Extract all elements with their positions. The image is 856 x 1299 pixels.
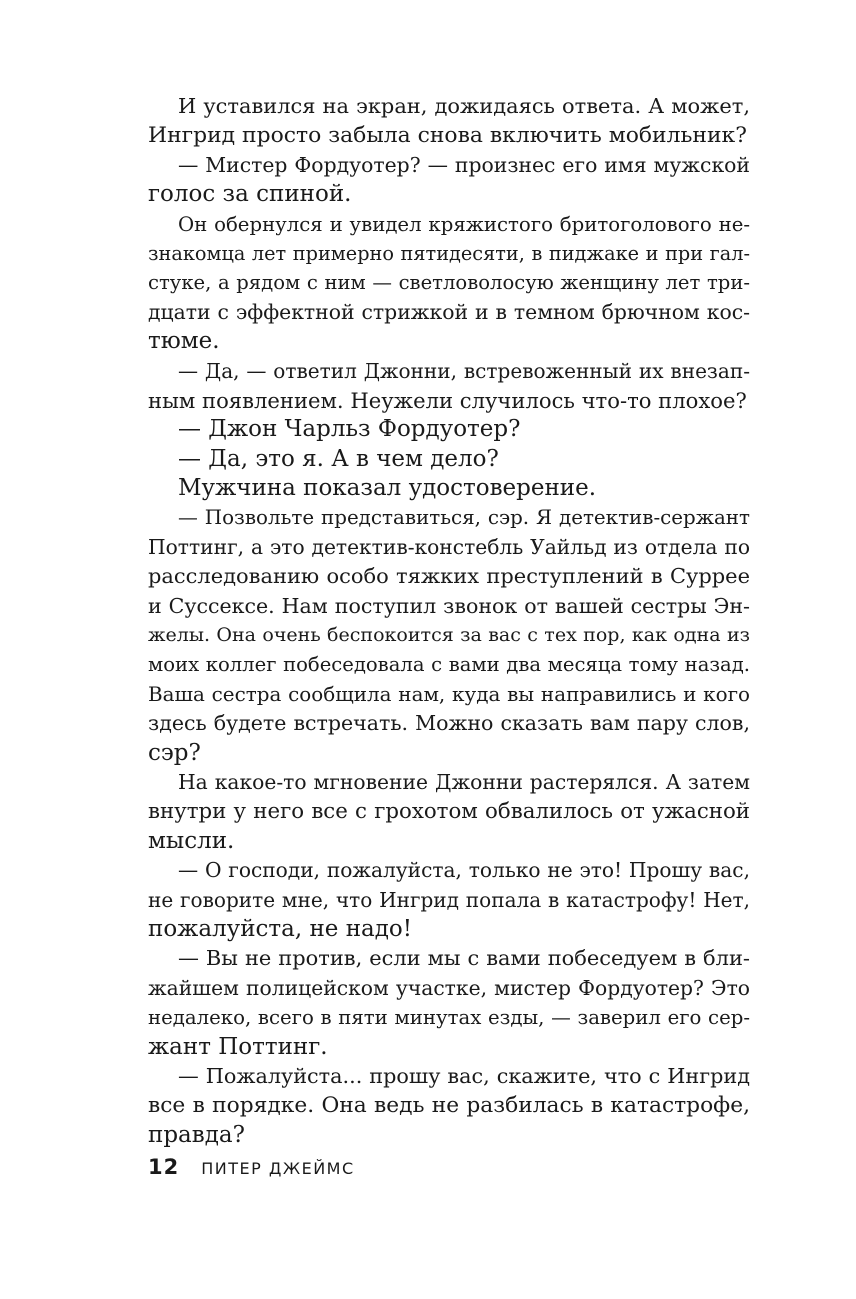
text-line: правда? xyxy=(148,1121,245,1148)
text-line: внутри у него все с грохотом обвалилось от ужасной xyxy=(148,799,750,825)
text-line: дцати с эффектной стрижкой и в темном брючном кос- xyxy=(148,299,750,324)
text-line: пожалуйста, не надо! xyxy=(148,915,413,942)
text-line: жант Поттинг. xyxy=(148,1033,328,1060)
text-line: — Вы не против, если мы с вами побеседуем в бли- xyxy=(178,946,750,971)
text-line: ным появлением. Неужели случилось что-то плохое? xyxy=(148,387,747,413)
text-line: И уставился на экран, дожидаясь ответа. А может, xyxy=(178,94,750,118)
page-number: 12 xyxy=(148,1155,180,1179)
text-line: Ингрид просто забыла снова включить мобильник? xyxy=(148,123,747,149)
text-line: — Позвольте представиться, сэр. Я детектив-сержант xyxy=(178,506,750,530)
text-line: все в порядке. Она ведь не разбилась в катастрофе, xyxy=(148,1093,750,1119)
text-line: сэр? xyxy=(148,739,201,766)
text-line: тюме. xyxy=(148,328,220,355)
text-line: здесь будете встречать. Можно сказать вам пару слов, xyxy=(148,711,750,736)
text-line: Мужчина показал удостоверение. xyxy=(178,475,597,502)
text-line: знакомца лет примерно пятидесяти, в пиджаке и при гал- xyxy=(148,241,750,265)
text-line: голос за спиной. xyxy=(148,181,352,208)
text-line: стуке, а рядом с ним — светловолосую женщину лет три- xyxy=(148,271,750,295)
text-line: — О господи, пожалуйста, только не это! Прошу вас, xyxy=(178,858,750,883)
text-line: мысли. xyxy=(148,827,235,854)
text-line: — Джон Чарльз Фордуотер? xyxy=(178,416,521,443)
text-line: — Да, — ответил Джонни, встревоженный их внезап- xyxy=(178,358,750,383)
text-line: жайшем полицейском участке, мистер Фордуотер? Это xyxy=(148,975,750,1000)
text-line: не говорите мне, что Ингрид попала в катастрофу! Нет, xyxy=(148,887,750,912)
text-line: желы. Она очень беспокоится за вас с тех пор, как одна из xyxy=(148,624,750,647)
body-text xyxy=(148,92,750,1150)
text-line: — Пожалуйста... прошу вас, скажите, что с Ингрид xyxy=(178,1063,750,1088)
running-head-author: ПИТЕР ДЖЕЙМС xyxy=(201,1159,355,1178)
text-line: Он обернулся и увидел кряжистого бритоголового не- xyxy=(178,212,750,236)
page-footer xyxy=(148,1155,355,1185)
text-line: моих коллег побеседовала с вами два месяца тому назад. xyxy=(148,653,750,677)
text-line: На какое-то мгновение Джонни растерялся. А затем xyxy=(178,769,750,794)
text-line: расследованию особо тяжких преступлений в Суррее xyxy=(148,564,750,589)
text-line: Ваша сестра сообщила нам, куда вы направились и кого xyxy=(148,682,750,706)
text-line: и Суссексе. Нам поступил звонок от вашей сестры Эн- xyxy=(148,593,750,618)
text-line: Поттинг, а это детектив-констебль Уайльд из отдела по xyxy=(148,534,750,559)
text-line: — Да, это я. А в чем дело? xyxy=(178,445,499,472)
text-line: недалеко, всего в пяти минутах езды, — заверил его сер- xyxy=(148,1006,750,1030)
text-line: — Мистер Фордуотер? — произнес его имя мужской xyxy=(178,152,750,177)
